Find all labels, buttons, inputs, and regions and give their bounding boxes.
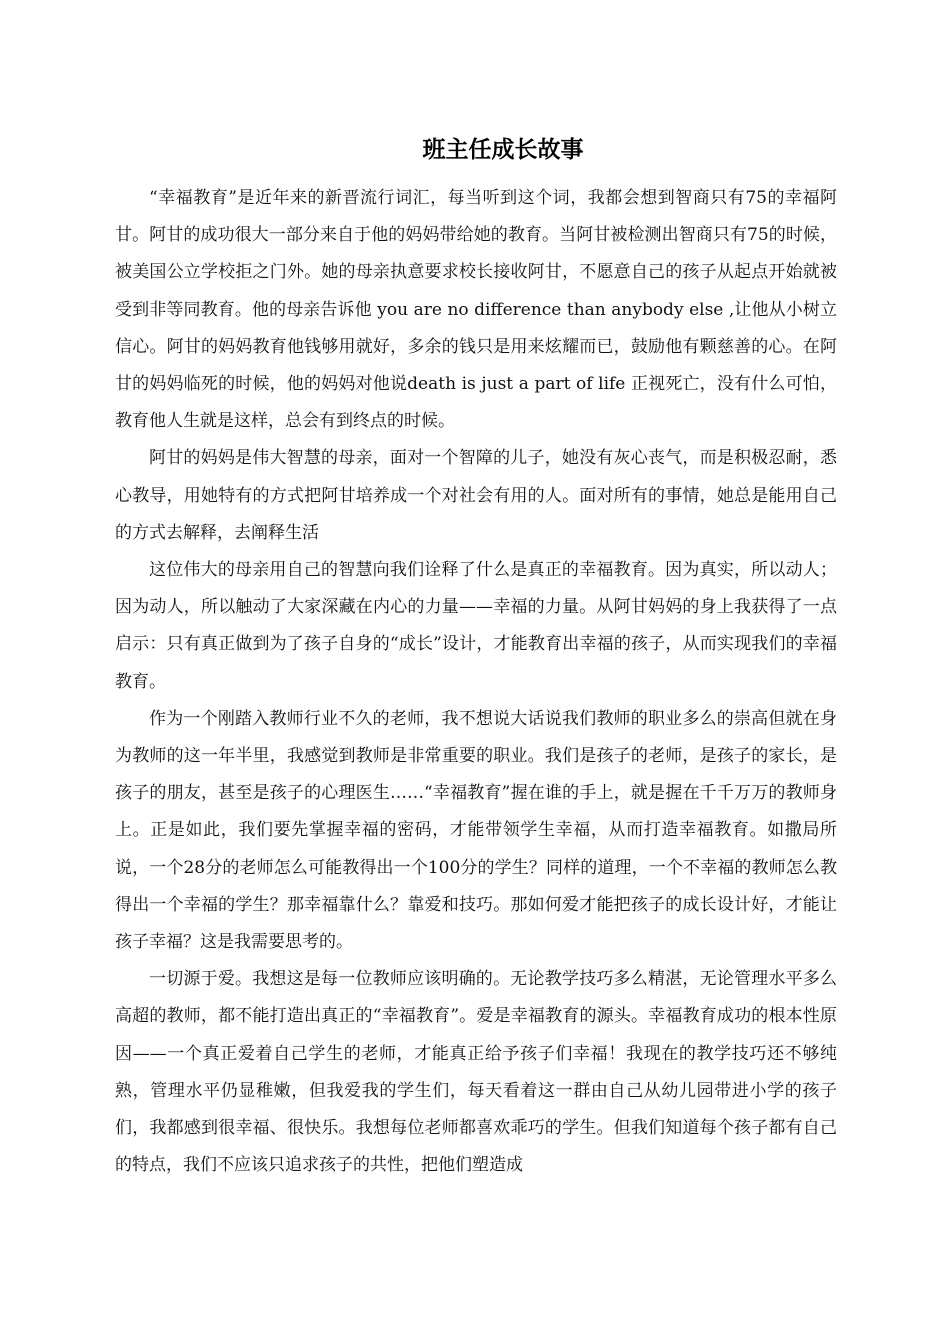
document-body [115, 180, 837, 1184]
paragraph-1: “幸福教育”是近年来的新晋流行词汇，每当听到这个词，我都会想到智商只有75的幸福阿甘。阿甘的成功很大一部分来自于他的妈妈带给她的教育。当阿甘被检测出智商只有75的时候，被美国公立学校拒之门外。她的母亲执意要求校长接收阿甘，不愿意自己的孩子从起点开始就被受到非等同教育。他的母亲告诉他 you are no difference than anybody else ,让他从小树立信心。阿甘的妈妈教育他钱够用就好，多余的钱只是用来炫耀而已，鼓励他有颗慈善的心。在阿甘的妈妈临死的时候，他的妈妈对他说death is just a part of life 正视死亡，没有什么可怕，教育他人生就是这样，总会有到终点的时候。 [115, 188, 837, 432]
paragraph-4: 作为一个刚踏入教师行业不久的老师，我不想说大话说我们教师的职业多么的崇高但就在身为教师的这一年半里，我感觉到教师是非常重要的职业。我们是孩子的老师，是孩子的家长，是孩子的朋友，甚至是孩子的心理医生……“幸福教育”握在谁的手上，就是握在千千万万的教师身上。正是如此，我们要先掌握幸福的密码，才能带领学生幸福，从而打造幸福教育。如撒局所说，一个28分的老师怎么可能教得出一个100分的学生？同样的道理，一个不幸福的教师怎么教得出一个幸福的学生？那幸福靠什么？靠爱和技巧。那如何爱才能把孩子的成长设计好，才能让孩子幸福？这是我需要思考的。 [115, 708, 837, 953]
paragraph-2: 阿甘的妈妈是伟大智慧的母亲，面对一个智障的儿子，她没有灰心丧气，而是积极忍耐，悉心教导，用她特有的方式把阿甘培养成一个对社会有用的人。面对所有的事情，她总是能用自己的方式去解释，去阐释生活 [115, 448, 837, 543]
document-title: 班主任成长故事 [422, 137, 584, 163]
paragraph-3: 这位伟大的母亲用自己的智慧向我们诠释了什么是真正的幸福教育。因为真实，所以动人；因为动人，所以触动了大家深藏在内心的力量——幸福的力量。从阿甘妈妈的身上我获得了一点启示：只有真正做到为了孩子自身的“成长”设计，才能教育出幸福的孩子，从而实现我们的幸福教育。 [115, 560, 837, 692]
paragraph-5: 一切源于爱。我想这是每一位教师应该明确的。无论教学技巧多么精湛，无论管理水平多么高超的教师，都不能打造出真正的“幸福教育”。爱是幸福教育的源头。幸福教育成功的根本性原因——一个真正爱着自己学生的老师，才能真正给予孩子们幸福！我现在的教学技巧还不够纯熟，管理水平仍显稚嫩，但我爱我的学生们，每天看着这一群由自己从幼儿园带进小学的孩子们，我都感到很幸福、很快乐。我想每位老师都喜欢乖巧的学生。但我们知道每个孩子都有自己的特点，我们不应该只追求孩子的共性，把他们塑造成 [115, 969, 837, 1176]
